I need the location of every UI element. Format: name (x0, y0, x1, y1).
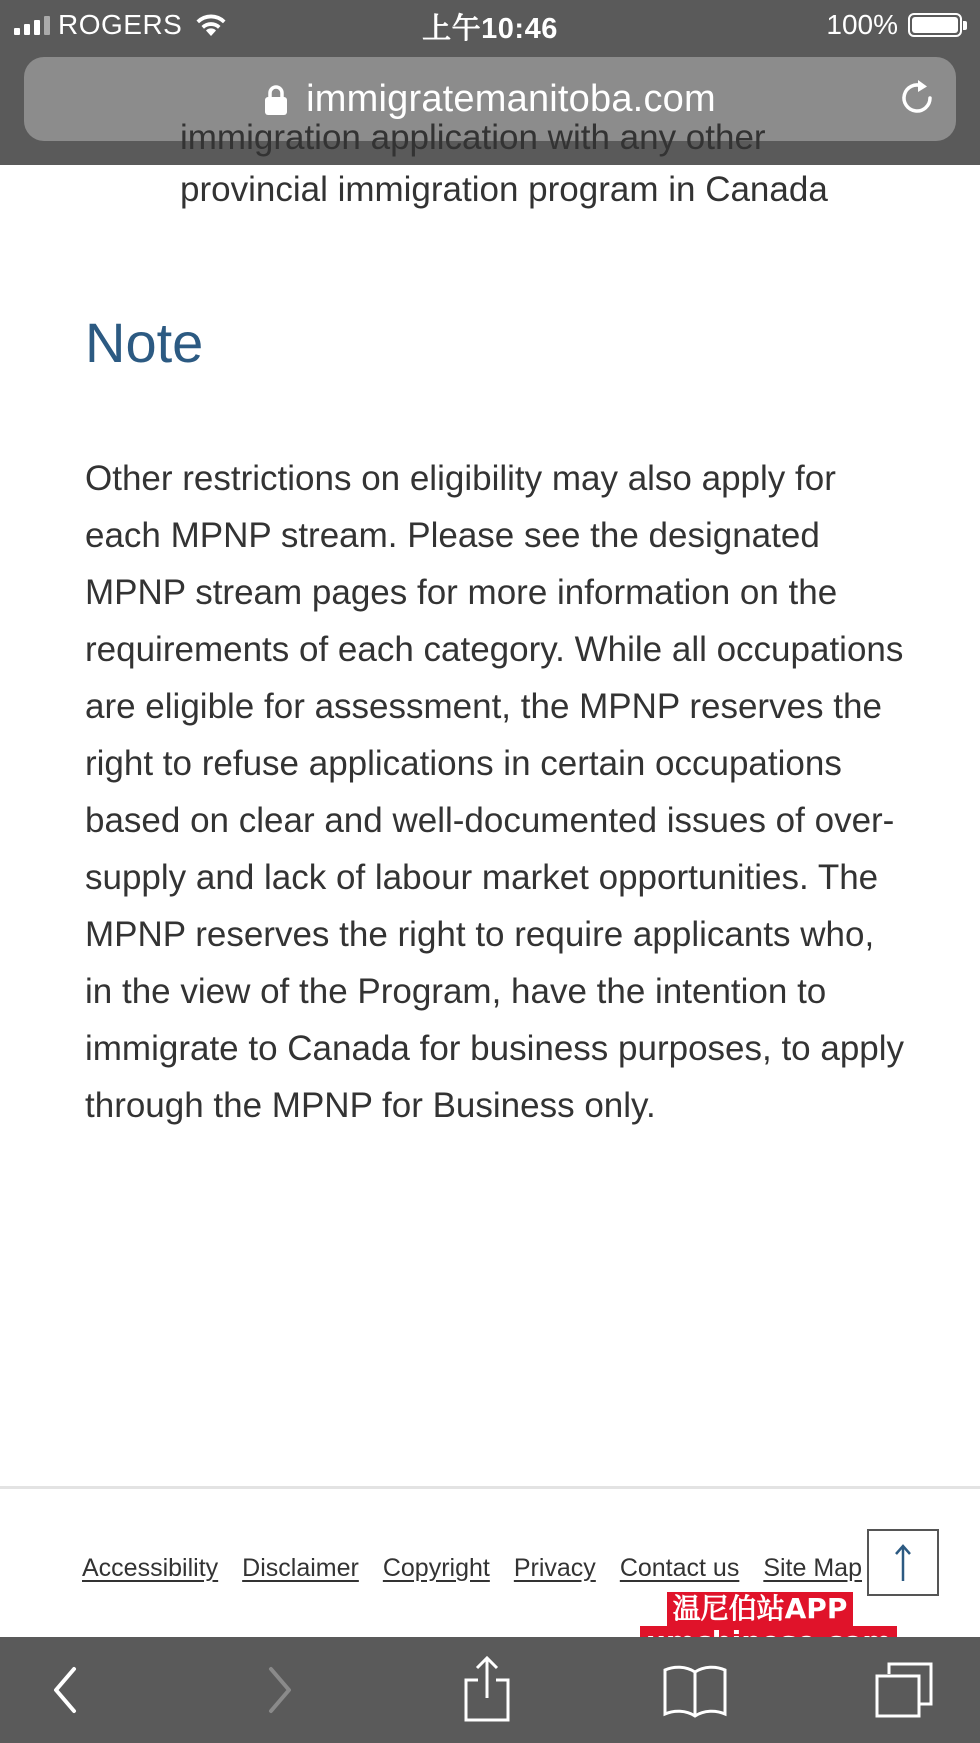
note-heading: Note (85, 311, 204, 374)
footer-link-privacy[interactable]: Privacy (513, 1554, 596, 1582)
arrow-up-icon (891, 1543, 915, 1583)
back-to-top-button[interactable] (867, 1529, 939, 1596)
footer-link-site-map[interactable]: Site Map (763, 1554, 862, 1582)
bookmarks-icon (662, 1662, 728, 1718)
footer-link-disclaimer[interactable]: Disclaimer (242, 1554, 359, 1582)
status-right (826, 8, 962, 42)
footer-link-accessibility[interactable]: Accessibility (82, 1554, 219, 1582)
list-item-text: provincial immigration program in Canada (180, 170, 828, 209)
share-icon (462, 1656, 512, 1724)
list-item-text-clipped: immigration application with any other (180, 118, 766, 157)
note-body: Other restrictions on eligibility may also apply for each MPNP stream. Please see the designated MPNP stream pages for more information on the requirements of each category. While all occupations are eligible for assessment, the MPNP reserves the right to refuse applications in certain occupations based on clear and well-documented issues of over-supply and lack of labour market opportunities. The MPNP reserves the right to require applicants who, in the view of the Program, have the intention to immigrate to Canada for business purposes, to apply through the MPNP for Business only. (85, 459, 905, 1125)
watermark-line-1: 温尼伯站APP (667, 1592, 854, 1626)
carrier-name: ROGERS (58, 9, 183, 40)
url-domain: immigratemanitoba.com (306, 77, 716, 120)
footer-link-contact[interactable]: Contact us (619, 1554, 740, 1582)
back-icon (50, 1665, 80, 1715)
page-content (0, 118, 980, 1490)
browser-toolbar (0, 1637, 980, 1743)
footer-link-copyright[interactable]: Copyright (382, 1554, 490, 1582)
back-button[interactable] (40, 1657, 90, 1723)
bookmarks-button[interactable] (660, 1657, 730, 1723)
forward-icon (265, 1665, 295, 1715)
status-time: 上午10:46 (422, 13, 558, 45)
site-footer (0, 1492, 980, 1637)
footer-links (82, 1554, 862, 1583)
battery-percentage: 100% (826, 9, 898, 40)
forward-button[interactable] (255, 1657, 305, 1723)
tabs-button[interactable] (872, 1657, 936, 1723)
reload-icon[interactable] (896, 77, 938, 119)
tabs-icon (873, 1660, 935, 1720)
footer-divider (0, 1486, 980, 1489)
share-button[interactable] (458, 1657, 516, 1723)
battery-icon (908, 13, 962, 37)
status-bar (0, 0, 980, 50)
